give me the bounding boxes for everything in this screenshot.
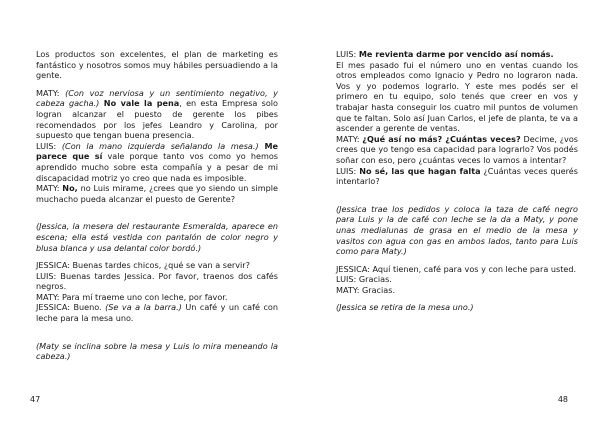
spacer — [36, 211, 278, 221]
right-page — [300, 0, 600, 424]
narration-paragraph: Los productos son excelentes, el plan de marketing es fantástico y nosotros somos muy hábiles persuadiendo a la gente. — [36, 49, 278, 81]
dialogue-luis: LUIS: Gracias. — [336, 274, 392, 285]
dialogue-text: Decime, ¿vos crees que yo tengo esa capacidad para lograrlo? Vos podés soñar con eso, pero ¿cuántas veces lo vamos a intentar? — [336, 133, 578, 165]
dialogue-maty: MATY: Gracias. — [336, 284, 396, 295]
emphasis-text: No, — [62, 183, 78, 194]
stage-direction: (Jessica trae los pedidos y coloca la taza de café negro para Luis y la de café con leche se la da a Maty, y pone unas medialunas de grasa en el medio de la mesa y vasitos con agua con gas en ambos lados, tanto para Luis como para Maty.) — [336, 203, 578, 257]
emphasis-text: Me parece que sí — [36, 140, 278, 162]
dialogue-jessica: JESSICA: Buenas tardes chicos, ¿qué se van a servir? — [36, 260, 250, 271]
stage-direction: (Maty se inclina sobre la mesa y Luis lo mira meneando la cabeza.) — [36, 340, 278, 362]
dialogue-luis — [336, 166, 578, 187]
dialogue-luis — [36, 141, 278, 183]
stage-direction: (Jessica, la mesera del restaurante Esmeralda, aparece en escena; ella está vestida con pantalón de color negro y blusa blanca y usa delantal color bordó.) — [36, 221, 278, 253]
dialogue-luis — [336, 49, 578, 60]
speaker-name: JESSICA: Bueno. — [36, 302, 106, 313]
dialogue-maty: MATY: Para mí traeme uno con leche, por favor. — [36, 291, 228, 302]
dialogue-text: no Luis mirame, ¿crees que yo siendo un simple muchacho pueda alcanzar el puesto de Gerente? — [36, 183, 278, 204]
speaker-name: MATY: — [36, 183, 63, 194]
emphasis-text: ¿Qué así no más? ¿Cuántas veces? — [362, 133, 521, 144]
dialogue-text: vale porque tanto vos como yo hemos aprendido mucho sobre esta compañía y a pesar de mi discapacidad motriz yo creo que nada es imposible. — [36, 151, 278, 183]
dialogue-text: Un café y un café con leche para la mesa uno. — [36, 302, 278, 324]
emphasis-text: No vale la pena — [99, 98, 180, 109]
dialogue-text: , en esta Empresa solo logran alcanzar el puesto de gerente los pibes recomendados por los jefes Leandro y Carolina, por supuesto que tengan buena presencia. — [36, 98, 278, 141]
stage-direction: (Con la mano izquierda señalando la mesa.) — [61, 140, 259, 151]
dialogue-jessica: JESSICA: Aquí tienen, café para vos y con leche para usted. — [336, 263, 577, 274]
dialogue-maty — [336, 134, 578, 166]
speaker-name: LUIS: — [336, 165, 360, 176]
dialogue-jessica — [36, 302, 278, 323]
page-number: 47 — [30, 395, 41, 404]
dialogue-luis: LUIS: Buenas tardes Jessica. Por favor, traenos dos cafés negros. — [36, 270, 278, 292]
dialogue-text: ¿Cuántas veces querés intentarlo? — [336, 165, 578, 187]
speaker-name: LUIS: — [36, 140, 62, 151]
dialogue-maty — [36, 88, 278, 141]
speaker-name: MATY: — [336, 133, 363, 144]
emphasis-text: Me revienta darme por vencido así nomás. — [358, 49, 554, 59]
page-number: 48 — [557, 395, 568, 404]
stage-direction: (Con voz nerviosa y un sentimiento negativo, y cabeza gacha.) — [36, 87, 278, 109]
stage-direction: (Jessica se retira de la mesa uno.) — [336, 302, 474, 313]
dialogue-maty — [36, 183, 278, 204]
spacer — [36, 331, 278, 341]
speaker-name: LUIS: — [336, 49, 359, 59]
speaker-name: MATY: — [36, 87, 66, 98]
stage-direction: (Se va a la barra.) — [105, 302, 182, 313]
spacer — [336, 194, 578, 204]
emphasis-text: No sé, las que hagan falta — [359, 165, 481, 176]
dialogue-text: El mes pasado fui el número uno en ventas cuando los otros empleados como Ignacio y Pedro no lograron nada. Vos y yo podemos lograrlo. Y este mes podés ser el primero en tu equipo, solo tenés que creer en vos y trabajar hasta conseguir los cuatro mil puntos de volumen que te faltan. Solo así Juan Carlos, el jefe de planta, te va a ascender a gerente de ventas. — [336, 59, 578, 134]
